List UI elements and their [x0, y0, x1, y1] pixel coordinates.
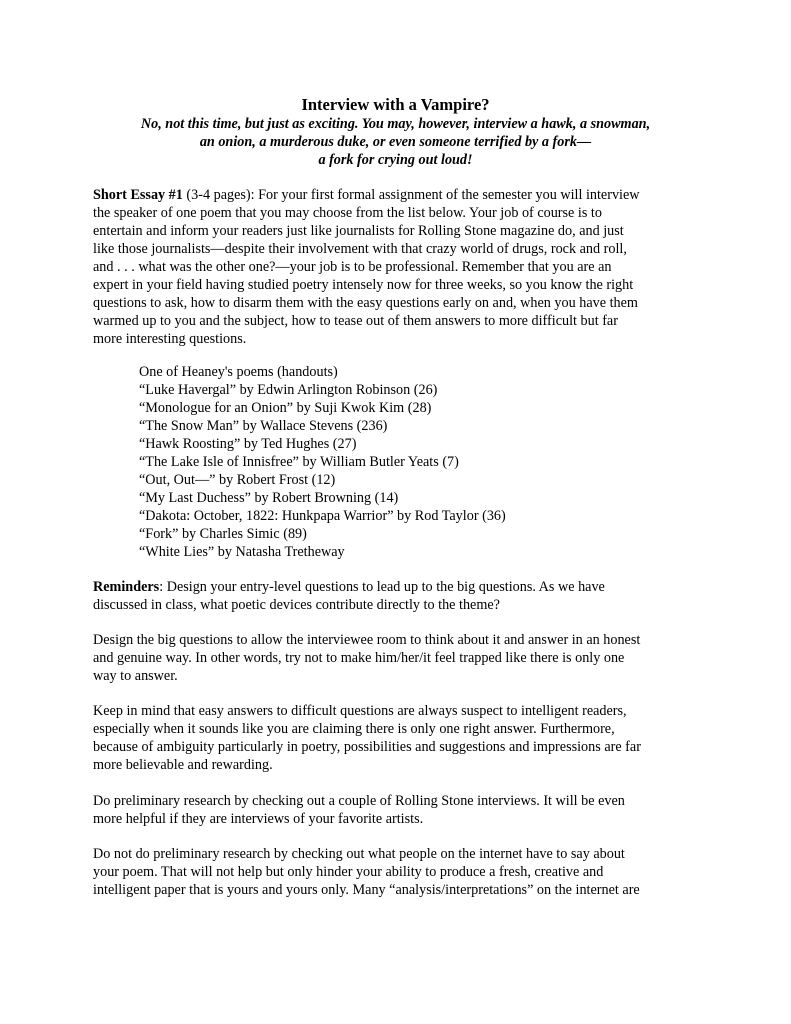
subtitle-line: No, not this time, but just as exciting. You may, however, interview a hawk, a snowman, [140, 116, 651, 132]
reminders-paragraph-line [93, 578, 605, 596]
essay-paragraph-line: more interesting questions. [93, 331, 247, 347]
poem-list-item: One of Heaney's poems (handouts) [139, 364, 338, 380]
subtitle-line: an onion, a murderous duke, or even someone terrified by a fork— [199, 134, 592, 150]
poem-list-item: “The Lake Isle of Innisfree” by William Butler Yeats (7) [139, 454, 459, 470]
reminders-text: : Design your entry-level questions to lead up to the big questions. As we have [159, 579, 605, 595]
keep-in-mind-paragraph-line: more believable and rewarding. [93, 757, 273, 773]
essay-paragraph-line: expert in your field having studied poetry intensely now for three weeks, so you know the right [93, 277, 634, 293]
essay-text: (3-4 pages): For your first formal assignment of the semester you will interview [182, 187, 640, 203]
keep-in-mind-paragraph-line: Keep in mind that easy answers to difficult questions are always suspect to intelligent readers, [93, 703, 627, 719]
essay-paragraph-line: warmed up to you and the subject, how to tease out of them answers to more difficult but far [93, 313, 618, 329]
big-questions-paragraph-line: Design the big questions to allow the interviewee room to think about it and answer in an honest [93, 632, 641, 648]
big-questions-paragraph-line: way to answer. [93, 668, 178, 684]
keep-in-mind-paragraph-line: especially when it sounds like you are claiming there is only one right answer. Furthermore, [93, 721, 615, 737]
essay-paragraph-line: questions to ask, how to disarm them with the easy questions early on and, when you have them [93, 295, 638, 311]
reminders-label: Reminders [93, 579, 160, 595]
do-not-research-paragraph-line: your poem. That will not help but only hinder your ability to produce a fresh, creative and [93, 864, 604, 880]
big-questions-paragraph-line: and genuine way. In other words, try not to make him/her/it feel trapped like there is only one [93, 650, 625, 666]
do-not-research-paragraph-line: Do not do preliminary research by checking out what people on the internet have to say about [93, 846, 625, 862]
poem-list-item: “Hawk Roosting” by Ted Hughes (27) [139, 436, 357, 452]
essay-paragraph-line: the speaker of one poem that you may choose from the list below. Your job of course is to [93, 205, 602, 221]
subtitle-line: a fork for crying out loud! [318, 152, 473, 168]
reminders-paragraph-line: discussed in class, what poetic devices contribute directly to the theme? [93, 597, 500, 613]
poem-list-item: “Luke Havergal” by Edwin Arlington Robinson (26) [139, 382, 438, 398]
do-not-research-paragraph-line: intelligent paper that is yours and yours only. Many “analysis/interpretations” on the internet are [93, 882, 640, 898]
poem-list-item: “Dakota: October, 1822: Hunkpapa Warrior” by Rod Taylor (36) [139, 508, 506, 524]
page-title: Interview with a Vampire? [301, 95, 490, 114]
essay-paragraph-line: like those journalists—despite their involvement with that crazy world of drugs, rock and roll, [93, 241, 627, 257]
do-research-paragraph-line: more helpful if they are interviews of your favorite artists. [93, 811, 424, 827]
poem-list-item: “Out, Out—” by Robert Frost (12) [139, 472, 336, 488]
essay-paragraph-line [93, 186, 640, 204]
poem-list-item: “Monologue for an Onion” by Suji Kwok Kim (28) [139, 400, 432, 416]
essay-paragraph-line: and . . . what was the other one?—your job is to be professional. Remember that you are an [93, 259, 612, 275]
poem-list-item: “Fork” by Charles Simic (89) [139, 526, 307, 542]
do-research-paragraph-line: Do preliminary research by checking out a couple of Rolling Stone interviews. It will be even [93, 793, 625, 809]
poem-list-item: “White Lies” by Natasha Tretheway [139, 544, 345, 560]
poem-list-item: “My Last Duchess” by Robert Browning (14) [139, 490, 399, 506]
essay-paragraph-line: entertain and inform your readers just like journalists for Rolling Stone magazine do, and just [93, 223, 624, 239]
keep-in-mind-paragraph-line: because of ambiguity particularly in poetry, possibilities and suggestions and impressions are far [93, 739, 641, 755]
poem-list-item: “The Snow Man” by Wallace Stevens (236) [139, 418, 388, 434]
essay-label: Short Essay #1 [93, 187, 183, 203]
